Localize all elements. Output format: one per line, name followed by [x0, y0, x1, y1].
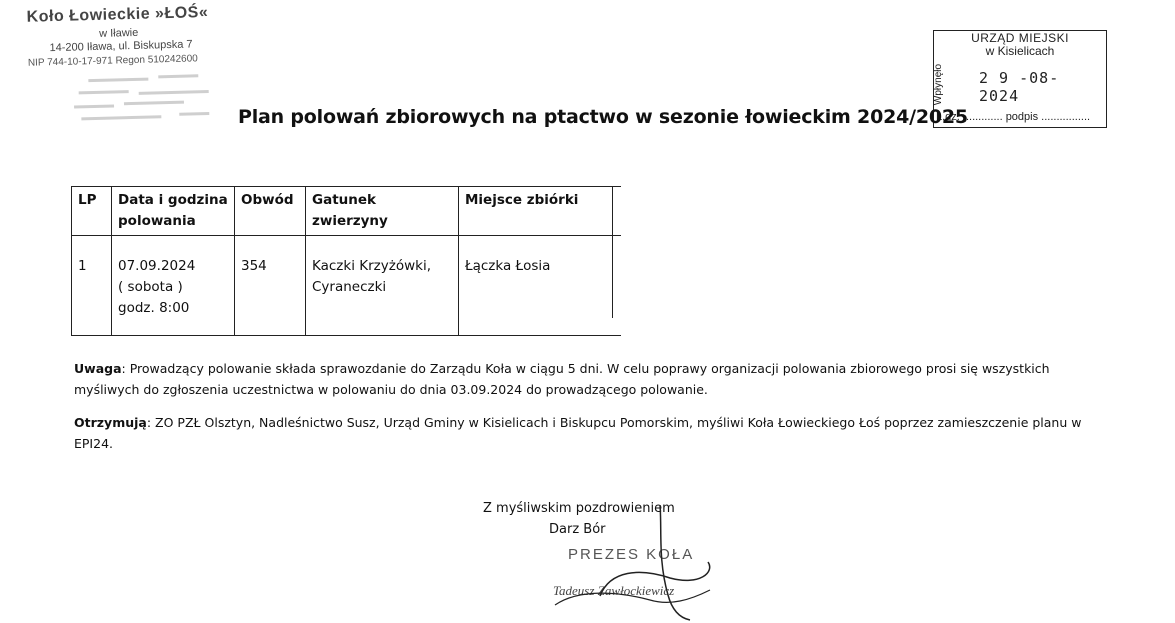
cell-species — [306, 236, 459, 336]
club-stamp-address: 14-200 Iława, ul. Biskupska 7 — [49, 38, 193, 55]
club-stamp — [26, 3, 239, 128]
signature-stamp-name: Tadeusz Zawłockiewicz — [553, 583, 675, 598]
stamp-smudge-icon — [68, 69, 239, 127]
club-stamp-name: Koło Łowieckie »ŁOŚ« — [26, 4, 209, 26]
header-lp: LP — [72, 187, 112, 236]
note-uwaga — [74, 358, 1104, 400]
cell-district: 354 — [235, 236, 306, 336]
table-header-row — [72, 187, 622, 236]
table-extra-column-line — [612, 186, 613, 318]
office-stamp-city: w Kisielicach — [985, 44, 1055, 58]
office-stamp-date: 2 9 -08- 2024 — [979, 69, 1060, 105]
club-stamp-ids: NIP 744-10-17-971 Regon 510242600 — [27, 53, 198, 69]
header-species: Gatunek zwierzyny — [306, 187, 459, 236]
cell-meeting-place: Łączka Łosia — [459, 236, 622, 336]
table-row — [72, 236, 622, 336]
cell-species-1: Kaczki Krzyżówki, — [312, 258, 431, 274]
club-stamp-city: w Iławie — [98, 26, 139, 40]
cell-species-2: Cyraneczki — [312, 279, 387, 295]
cell-date-time: godz. 8:00 — [118, 300, 190, 316]
header-meeting-place: Miejsce zbiórki — [459, 187, 622, 236]
note-uwaga-label: Uwaga — [74, 361, 122, 376]
note-otrzymuja-text: : ZO PZŁ Olsztyn, Nadleśnictwo Susz, Urząd Gminy w Kisielicach i Biskupcu Pomorskim, myśliwi Koła Łowieckiego Łoś poprzez zamieszczenie planu w EPI24. — [74, 415, 1082, 451]
closing-line-2: Darz Bór — [549, 522, 606, 537]
header-date: Data i godzina polowania — [112, 187, 235, 236]
office-stamp-received-label: Wpłynęło — [933, 63, 945, 106]
office-stamp-name: URZĄD MIEJSKI — [971, 31, 1069, 45]
cell-date-value: 07.09.2024 — [118, 258, 196, 274]
cell-date — [112, 236, 235, 336]
note-uwaga-text: : Prowadzący polowanie składa sprawozdanie do Zarządu Koła w ciągu 5 dni. W celu poprawy organizacji polowania zbiorowego prosi się wszystkich myśliwych do zgłoszenia uczestnictwa w polowaniu do dnia 03.09.2024 do prowadzącego polowanie. — [74, 361, 1050, 397]
cell-lp: 1 — [72, 236, 112, 336]
note-otrzymuja-label: Otrzymują — [74, 415, 147, 430]
header-district: Obwód — [235, 187, 306, 236]
hunt-plan-table — [71, 186, 621, 336]
closing-line-1: Z myśliwskim pozdrowieniem — [483, 501, 675, 516]
document-title: Plan polowań zbiorowych na ptactwo w sezonie łowieckim 2024/2025 — [238, 106, 968, 128]
handwritten-signature-icon — [540, 500, 740, 623]
signature-stamp-role: PREZES KOŁA — [568, 546, 695, 563]
cell-date-day: ( sobota ) — [118, 279, 183, 295]
note-otrzymuja — [74, 412, 1104, 454]
office-stamp-ldz: L.dz. ............. podpis ................ — [936, 111, 1091, 123]
